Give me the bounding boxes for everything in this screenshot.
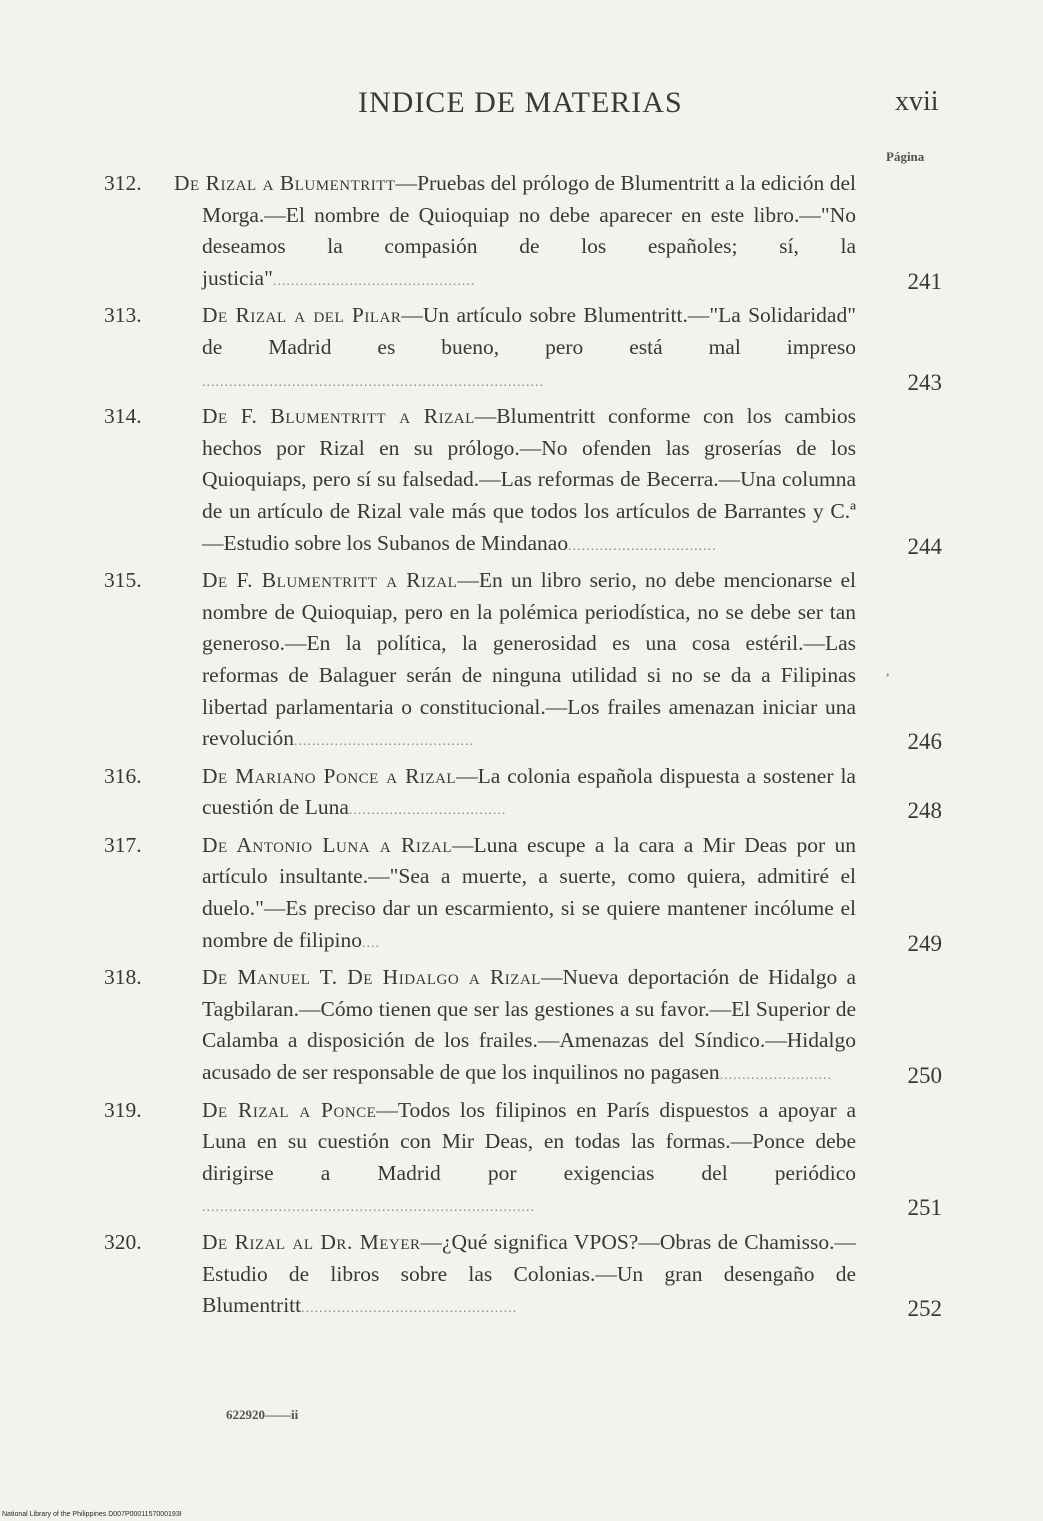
- entry-text: —En un libro serio, no debe mencionarse el nombre de Quioquiap, pero en la polémica periodística, no se debe ser tan generoso.—En la política, la generosidad es una cosa estéril.—Las reformas de Balaguer serán de ninguna utilidad si no se da a Filipinas libertad parlamentaria o constitucional.—Los frailes amenazan iniciar una revolución: [202, 568, 857, 751]
- entry-text: —Luna escupe a la cara a Mir Deas por un artículo insultante.—"Sea a muerte, a suerte, como quiera, admitiré el duelo."—Es preciso dar un escarmiento, si se quiere mantener incólume el nombre de filipino: [202, 832, 857, 952]
- table-of-contents: [0, 168, 1043, 1328]
- dot-leaders: ...................................: [348, 803, 507, 819]
- toc-entry-312: [104, 168, 942, 297]
- entry-number: 313.: [104, 303, 142, 328]
- scan-footer: National Library of the Philippines D007P0001157000193I: [2, 1511, 182, 1518]
- entry-page: 243: [907, 369, 942, 395]
- entry-text: —¿Qué significa VPOS?—Obras de Chamisso.—Estudio de libros sobre las Colonias.—Un gran desengaño de Blumentritt: [202, 1230, 856, 1318]
- entry-text: —Todos los filipinos en París dispuestos a apoyar a Luna en su cuestión con Mir Deas, en todas las formas.—Ponce debe dirigirse a Madrid por exigencias del periódico: [202, 1097, 856, 1185]
- entry-page: 241: [907, 268, 942, 294]
- entry-heading: De Manuel T. De Hidalgo a Rizal: [202, 965, 541, 990]
- entry-body: [202, 401, 856, 562]
- entry-number: 312.: [104, 171, 142, 195]
- entry-heading: De Antonio Luna a Rizal: [202, 832, 453, 857]
- pagina-column-label: Página: [886, 149, 925, 164]
- entry-page: 252: [907, 1296, 942, 1322]
- entry-body: [202, 761, 856, 827]
- dot-leaders: ....: [362, 935, 381, 951]
- toc-entry-317: [104, 830, 942, 959]
- toc-entry-319: [104, 1095, 942, 1224]
- entry-text: —La colonia española dispuesta a sostener la cuestión de Luna: [202, 763, 856, 820]
- entry-page: 248: [907, 798, 942, 824]
- toc-entry-315: [104, 565, 942, 758]
- entry-number: 315.: [104, 568, 142, 593]
- page-number: xvii: [895, 86, 939, 117]
- toc-entry-316: [104, 761, 942, 827]
- entry-heading: De F. Blumentritt a Rizal: [202, 404, 475, 429]
- entry-heading: De Rizal a Ponce: [202, 1097, 377, 1122]
- entry-heading: De Rizal a Blumentritt: [174, 171, 396, 195]
- entry-text: —Blumentritt conforme con los cambios hechos por Rizal en su prólogo.—No ofenden las groserías de los Quioquiaps, pero sí su falsedad.—Las reformas de Becerra.—Una columna de un artículo de Rizal vale más que todos los artículos de Barrantes y C.ª—Estudio sobre los Subanos de Mindanao: [202, 404, 857, 555]
- toc-entry-313: [104, 300, 942, 398]
- toc-entry-318: [104, 962, 942, 1091]
- dot-leaders: ............................................................................: [202, 374, 544, 390]
- dot-leaders: .............................................: [272, 273, 476, 289]
- dot-leaders: .................................: [568, 538, 717, 554]
- entry-heading: De F. Blumentritt a Rizal: [202, 568, 458, 593]
- entry-body: [202, 1095, 856, 1224]
- toc-entry-320: [104, 1227, 942, 1325]
- entry-body: [202, 1227, 856, 1325]
- entry-text: —Nueva deportación de Hidalgo a Tagbilaran.—Cómo tienen que ser las gestiones a su favor.—El Superior de Calamba a disposición de los frailes.—Amenazas del Síndico.—Hidalgo acusado de ser responsable de que los inquilinos no pagasen: [202, 965, 856, 1085]
- entry-body: [202, 300, 856, 398]
- entry-number: 314.: [104, 404, 142, 429]
- dot-leaders: ........................................: [293, 734, 474, 750]
- entry-text: —Un artículo sobre Blumentritt.—"La Solidaridad" de Madrid es bueno, pero está mal impreso: [202, 303, 856, 359]
- entry-heading: De Mariano Ponce a Rizal: [202, 763, 457, 788]
- entry-page: 246: [907, 729, 942, 755]
- entry-text: —Pruebas del prólogo de Blumentritt a la edición del Morga.—El nombre de Quioquiap no debe aparecer en este libro.—"No deseamos la compasión de los españoles; sí, la justicia": [202, 171, 856, 290]
- entry-page: 249: [907, 930, 942, 956]
- entry-number: 319.: [104, 1097, 142, 1122]
- page-title: INDICE DE MATERIAS: [358, 86, 683, 119]
- entry-number: 318.: [104, 965, 142, 990]
- printer-signature: 622920——ii: [226, 1407, 299, 1422]
- toc-entry-314: [104, 401, 942, 562]
- dot-leaders: ................................................: [301, 1301, 518, 1317]
- margin-mark: ,: [886, 664, 890, 679]
- entry-number: 320.: [104, 1230, 142, 1254]
- entry-number: 317.: [104, 832, 142, 857]
- entry-heading: De Rizal a del Pilar: [202, 303, 402, 328]
- entry-page: 251: [907, 1195, 942, 1221]
- dot-leaders: .........................: [719, 1068, 833, 1084]
- entry-number: 316.: [104, 763, 142, 788]
- entry-heading: De Rizal al Dr. Meyer: [202, 1230, 421, 1254]
- entry-body: [174, 168, 856, 297]
- entry-body: [202, 565, 856, 758]
- entry-body: [202, 962, 856, 1091]
- dot-leaders: ..........................................................................: [202, 1200, 535, 1216]
- entry-page: 250: [907, 1063, 942, 1089]
- entry-body: [202, 830, 856, 959]
- entry-page: 244: [907, 533, 942, 559]
